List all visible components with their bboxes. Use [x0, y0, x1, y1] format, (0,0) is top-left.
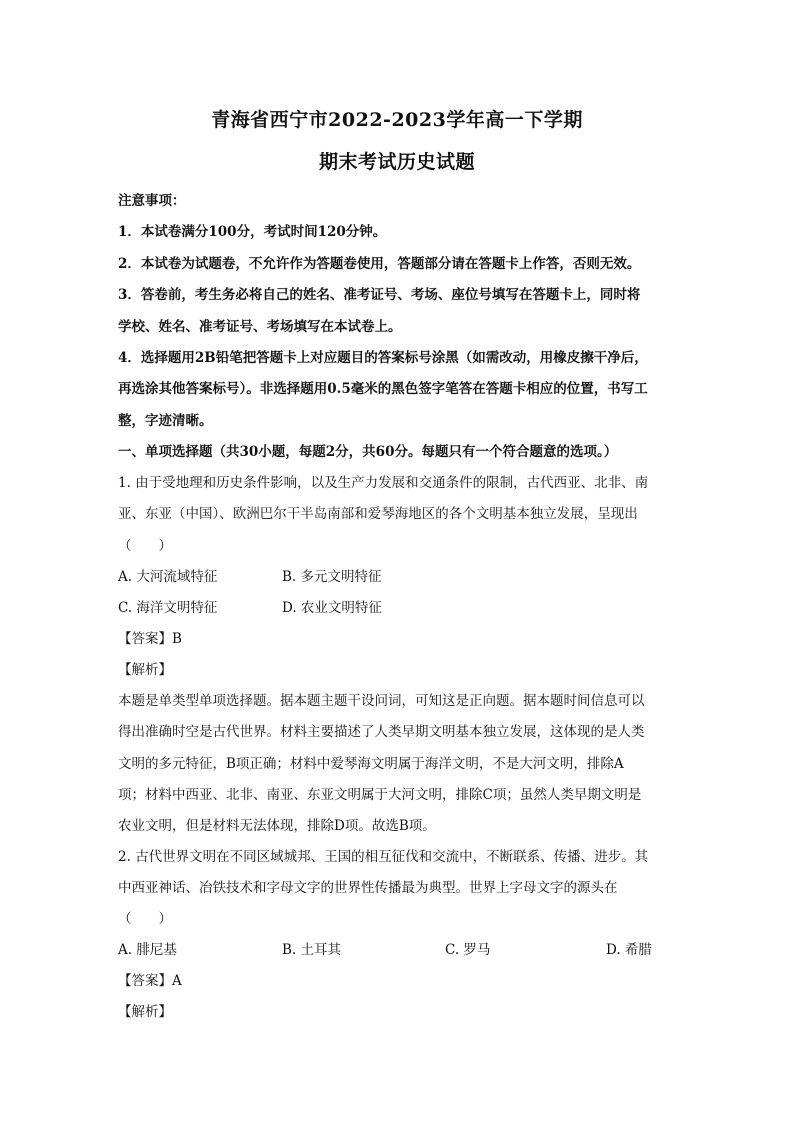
notice-item-4-cont: 再选涂其他答案标号）。非选择题用0.5毫米的黑色签字笔答在答题卡相应的位置，书写工 [118, 381, 648, 397]
notice-item-1: 1．本试卷满分100分，考试时间120分钟。 [118, 224, 387, 240]
q1-stem-line1: 1. 由于受地理和历史条件影响，以及生产力发展和交通条件的限制，古代西亚、北非、南 [118, 475, 649, 491]
q2-stem-line3: （ ） [118, 911, 172, 927]
q2-answer: 【答案】A [118, 973, 182, 989]
q1-analysis-line1: 本题是单类型单项选择题。据本题主题干设问词，可知这是正向题。据本题时间信息可以 [118, 693, 645, 709]
q1-analysis-label: 【解析】 [118, 662, 172, 678]
q1-option-b: B. 多元文明特征 [282, 569, 382, 585]
notice-item-3-cont: 学校、姓名、准考证号、考场填写在本试卷上。 [118, 319, 402, 335]
q1-analysis-line4: 项；材料中西亚、北非、南亚、东亚文明属于大河文明，排除C项；虽然人类早期文明是 [118, 787, 642, 803]
q1-stem-line2: 亚、东亚（中国）、欧洲巴尔干半岛南部和爱琴海地区的各个文明基本独立发展，呈现出 [118, 506, 638, 522]
q1-option-a: A. 大河流域特征 [118, 569, 218, 585]
q1-stem-line3: （ ） [118, 538, 172, 554]
q2-option-c: C. 罗马 [445, 942, 491, 958]
q1-option-d: D. 农业文明特征 [282, 600, 382, 616]
section-heading: 一、单项选择题（共30小题，每题2分，共60分。每题只有一个符合题意的选项。） [118, 444, 618, 460]
page-title-line2: 期末考试历史试题 [318, 151, 475, 173]
q2-option-a: A. 腓尼基 [118, 942, 177, 958]
q2-analysis-label: 【解析】 [118, 1004, 172, 1020]
q1-analysis-line2: 得出准确时空是古代世界。材料主要描述了人类早期文明基本独立发展，这体现的是人类 [118, 724, 645, 740]
q1-option-c: C. 海洋文明特征 [118, 600, 218, 616]
notice-item-2: 2．本试卷为试题卷，不允许作为答题卷使用，答题部分请在答题卡上作答，否则无效。 [118, 256, 641, 272]
notice-item-4: 4．选择题用2B铅笔把答题卡上对应题目的答案标号涂黑（如需改动，用橡皮擦干净后， [118, 350, 648, 366]
q1-answer: 【答案】B [118, 631, 182, 647]
notice-heading: 注意事项： [118, 193, 186, 209]
q2-stem-line1: 2. 古代世界文明在不同区域城邦、王国的相互征伐和交流中，不断联系、传播、进步。其 [118, 849, 649, 865]
notice-item-3: 3．答卷前，考生务必将自己的姓名、准考证号、考场、座位号填写在答题卡上，同时将 [118, 287, 641, 303]
q1-analysis-line5: 农业文明，但是材料无法体现，排除D项。故选B项。 [118, 818, 436, 834]
q2-stem-line2: 中西亚神话、冶铁技术和字母文字的世界性传播最为典型。世界上字母文字的源头在 [118, 880, 618, 896]
q2-option-d: D. 希腊 [606, 942, 652, 958]
q2-option-b: B. 土耳其 [282, 942, 342, 958]
q1-analysis-line3: 文明的多元特征，B项正确；材料中爱琴海文明属于海洋文明，不是大河文明，排除A [118, 756, 624, 772]
page-title-line1: 青海省西宁市2022-2023学年高一下学期 [211, 109, 583, 131]
notice-item-4-cont2: 整，字迹清晰。 [118, 413, 213, 429]
